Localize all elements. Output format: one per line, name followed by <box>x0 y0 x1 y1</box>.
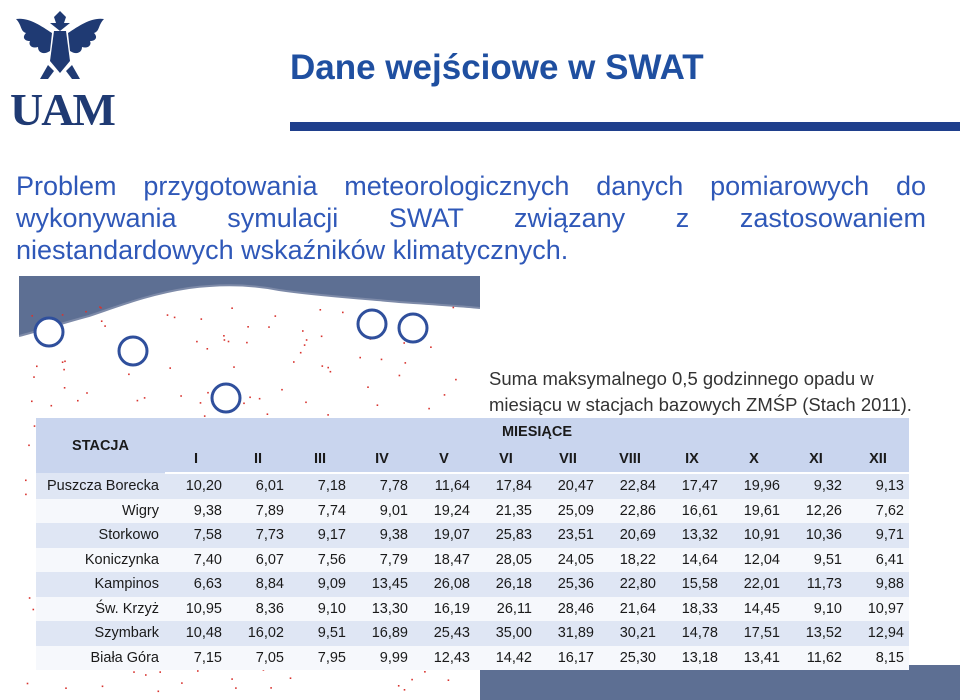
station-name-cell: Storkowo <box>36 523 165 548</box>
month-header-cell: XI <box>785 446 847 473</box>
rain-gauge-dot <box>404 689 406 691</box>
value-cell: 14,64 <box>661 548 723 573</box>
rain-gauge-dot <box>196 341 198 343</box>
value-cell: 22,80 <box>599 572 661 597</box>
rain-gauge-dot <box>102 686 104 688</box>
value-cell: 12,43 <box>413 646 475 671</box>
rain-gauge-dot <box>281 389 283 391</box>
value-cell: 16,02 <box>227 621 289 646</box>
table-row <box>36 473 909 499</box>
value-cell: 9,38 <box>351 523 413 548</box>
rain-gauge-dot <box>322 365 324 367</box>
value-cell: 18,22 <box>599 548 661 573</box>
value-cell: 31,89 <box>537 621 599 646</box>
rain-gauge-dot <box>63 369 65 371</box>
rain-gauge-dot <box>86 392 88 394</box>
rain-gauge-dot <box>77 400 79 402</box>
rain-gauge-dot <box>224 339 226 341</box>
value-cell: 9,71 <box>847 523 909 548</box>
value-cell: 14,45 <box>723 597 785 622</box>
station-name-cell: Biała Góra <box>36 646 165 671</box>
station-name-cell: Wigry <box>36 499 165 524</box>
value-cell: 28,46 <box>537 597 599 622</box>
value-cell: 7,73 <box>227 523 289 548</box>
rain-gauge-dot <box>247 326 249 328</box>
value-cell: 15,58 <box>661 572 723 597</box>
value-cell: 14,42 <box>475 646 537 671</box>
rain-gauge-dot <box>28 445 30 447</box>
page-title: Dane wejściowe w SWAT <box>290 48 704 87</box>
value-cell: 7,18 <box>289 473 351 499</box>
value-cell: 7,95 <box>289 646 351 671</box>
rain-gauge-dot <box>29 597 31 599</box>
rain-gauge-dot <box>300 352 302 354</box>
table-row <box>36 621 909 646</box>
month-header-cell: III <box>289 446 351 473</box>
rain-gauge-dot <box>306 339 308 341</box>
rain-gauge-dot <box>327 367 329 369</box>
rain-gauge-dot <box>27 683 29 685</box>
rain-gauge-dot <box>430 346 432 348</box>
value-cell: 19,07 <box>413 523 475 548</box>
rain-gauge-dot <box>31 315 33 317</box>
station-name-cell: Św. Krzyż <box>36 597 165 622</box>
value-cell: 12,04 <box>723 548 785 573</box>
rain-gauge-dot <box>330 371 332 373</box>
rain-gauge-dot <box>405 362 407 364</box>
intro-paragraph: Problem przygotowania meteorologicznych danych pomiarowych do wykonywania symulacji SWAT związany z zastosowaniem niestandardowych wskaźników klimatycznych. <box>16 171 926 265</box>
rain-gauge-dot <box>377 404 379 406</box>
value-cell: 20,47 <box>537 473 599 499</box>
logo-wordmark: UAM <box>10 84 114 135</box>
station-marker <box>35 318 63 346</box>
rain-gauge-dot <box>399 375 401 377</box>
value-cell: 30,21 <box>599 621 661 646</box>
value-cell: 10,97 <box>847 597 909 622</box>
value-cell: 6,41 <box>847 548 909 573</box>
rain-gauge-dot <box>233 366 235 368</box>
rain-gauge-dot <box>207 348 209 350</box>
rain-gauge-dot <box>243 403 245 405</box>
value-cell: 22,84 <box>599 473 661 499</box>
month-header-row <box>36 446 909 473</box>
value-cell: 12,94 <box>847 621 909 646</box>
value-cell: 19,61 <box>723 499 785 524</box>
value-cell: 9,13 <box>847 473 909 499</box>
value-cell: 22,86 <box>599 499 661 524</box>
value-cell: 9,09 <box>289 572 351 597</box>
table-caption: Suma maksymalnego 0,5 godzinnego opadu w miesiącu w stacjach bazowych ZMŚP (Stach 2011). <box>489 368 912 415</box>
value-cell: 9,01 <box>351 499 413 524</box>
table-row <box>36 646 909 671</box>
rain-gauge-dot <box>137 400 139 402</box>
table-row <box>36 572 909 597</box>
rain-gauge-dot <box>424 671 426 673</box>
rain-gauge-dot <box>201 318 203 320</box>
month-header-cell: IX <box>661 446 723 473</box>
station-name-cell: Szymbark <box>36 621 165 646</box>
rain-gauge-dot <box>246 342 248 344</box>
value-cell: 6,63 <box>165 572 227 597</box>
rain-gauge-dot <box>398 685 400 687</box>
months-group-header: MIESIĄCE <box>165 418 909 446</box>
value-cell: 9,51 <box>785 548 847 573</box>
rain-gauge-dot <box>197 670 199 672</box>
value-cell: 13,41 <box>723 646 785 671</box>
value-cell: 7,62 <box>847 499 909 524</box>
rain-gauge-dot <box>321 336 323 338</box>
value-cell: 7,79 <box>351 548 413 573</box>
rain-gauge-dot <box>302 330 304 332</box>
value-cell: 19,24 <box>413 499 475 524</box>
rain-gauge-dot <box>101 320 103 322</box>
rain-gauge-dot <box>270 687 272 689</box>
station-name-cell: Koniczynka <box>36 548 165 573</box>
rain-gauge-dot <box>428 408 430 410</box>
rain-gauge-dot <box>64 387 66 389</box>
value-cell: 28,05 <box>475 548 537 573</box>
rain-gauge-dot <box>25 494 27 496</box>
rain-gauge-dot <box>453 307 455 309</box>
value-cell: 18,33 <box>661 597 723 622</box>
value-cell: 11,62 <box>785 646 847 671</box>
rain-gauge-dot <box>51 405 53 407</box>
value-cell: 13,30 <box>351 597 413 622</box>
value-cell: 13,52 <box>785 621 847 646</box>
rain-gauge-dot <box>207 392 209 394</box>
value-cell: 24,05 <box>537 548 599 573</box>
rain-gauge-dot <box>403 342 405 344</box>
value-cell: 7,15 <box>165 646 227 671</box>
value-cell: 13,18 <box>661 646 723 671</box>
rain-gauge-dot <box>249 397 251 399</box>
value-cell: 17,47 <box>661 473 723 499</box>
rain-gauge-dot <box>62 361 64 363</box>
rain-gauge-dot <box>231 307 233 309</box>
rain-gauge-dot <box>25 480 27 482</box>
value-cell: 11,73 <box>785 572 847 597</box>
rain-gauge-dot <box>62 314 64 316</box>
month-header-cell: X <box>723 446 785 473</box>
value-cell: 13,32 <box>661 523 723 548</box>
value-cell: 26,11 <box>475 597 537 622</box>
rain-gauge-dot <box>64 361 66 363</box>
rain-gauge-dot <box>444 394 446 396</box>
month-header-cell: II <box>227 446 289 473</box>
value-cell: 25,83 <box>475 523 537 548</box>
value-cell: 20,69 <box>599 523 661 548</box>
value-cell: 9,99 <box>351 646 413 671</box>
rain-gauge-dot <box>104 325 106 327</box>
rain-gauge-dot <box>259 398 261 400</box>
value-cell: 10,91 <box>723 523 785 548</box>
value-cell: 7,74 <box>289 499 351 524</box>
uam-logo <box>10 5 114 135</box>
rain-gauge-dot <box>235 687 237 689</box>
rain-gauge-dot <box>448 679 450 681</box>
value-cell: 10,36 <box>785 523 847 548</box>
value-cell: 6,07 <box>227 548 289 573</box>
value-cell: 9,32 <box>785 473 847 499</box>
value-cell: 25,30 <box>599 646 661 671</box>
rain-gauge-dot <box>268 326 270 328</box>
value-cell: 25,36 <box>537 572 599 597</box>
rain-gauge-dot <box>327 414 329 416</box>
eagle-emblem-icon <box>10 5 110 85</box>
rain-gauge-dot <box>305 402 307 404</box>
value-cell: 9,10 <box>289 597 351 622</box>
value-cell: 10,20 <box>165 473 227 499</box>
rain-gauge-dot <box>180 395 182 397</box>
rain-gauge-dot <box>158 691 160 693</box>
rain-gauge-dot <box>174 317 176 319</box>
station-marker <box>358 310 386 338</box>
rain-gauge-dot <box>231 678 233 680</box>
month-header-cell: V <box>413 446 475 473</box>
month-header-cell: I <box>165 446 227 473</box>
map-lower-strip <box>480 665 960 700</box>
value-cell: 8,15 <box>847 646 909 671</box>
value-cell: 7,56 <box>289 548 351 573</box>
rain-gauge-dot <box>223 335 225 337</box>
rain-gauge-dot <box>100 307 102 309</box>
value-cell: 25,09 <box>537 499 599 524</box>
value-cell: 16,61 <box>661 499 723 524</box>
rain-gauge-dot <box>167 314 169 316</box>
rain-gauge-dot <box>304 344 306 346</box>
value-cell: 35,00 <box>475 621 537 646</box>
value-cell: 11,64 <box>413 473 475 499</box>
table-row <box>36 523 909 548</box>
rain-gauge-dot <box>455 379 457 381</box>
value-cell: 9,88 <box>847 572 909 597</box>
rain-gauge-dot <box>144 397 146 399</box>
value-cell: 8,84 <box>227 572 289 597</box>
rain-gauge-dot <box>267 413 269 415</box>
value-cell: 17,84 <box>475 473 537 499</box>
value-cell: 9,38 <box>165 499 227 524</box>
rain-gauge-dot <box>290 677 292 679</box>
value-cell: 14,78 <box>661 621 723 646</box>
rain-gauge-dot <box>204 415 206 417</box>
value-cell: 23,51 <box>537 523 599 548</box>
rain-gauge-dot <box>181 682 183 684</box>
month-header-cell: VII <box>537 446 599 473</box>
rain-gauge-dot <box>228 341 230 343</box>
station-marker <box>119 337 147 365</box>
value-cell: 10,95 <box>165 597 227 622</box>
value-cell: 22,01 <box>723 572 785 597</box>
rain-gauge-dot <box>33 376 35 378</box>
rain-gauge-dot <box>31 401 33 403</box>
value-cell: 9,17 <box>289 523 351 548</box>
rain-gauge-dot <box>320 309 322 311</box>
value-cell: 19,96 <box>723 473 785 499</box>
title-underline <box>290 122 960 131</box>
value-cell: 9,51 <box>289 621 351 646</box>
rain-gauge-dot <box>359 357 361 359</box>
rain-gauge-dot <box>159 671 161 673</box>
value-cell: 17,51 <box>723 621 785 646</box>
month-header-cell: XII <box>847 446 909 473</box>
value-cell: 9,10 <box>785 597 847 622</box>
value-cell: 7,78 <box>351 473 413 499</box>
rain-gauge-dot <box>381 359 383 361</box>
value-cell: 7,40 <box>165 548 227 573</box>
table-row <box>36 499 909 524</box>
value-cell: 7,58 <box>165 523 227 548</box>
value-cell: 21,35 <box>475 499 537 524</box>
value-cell: 16,17 <box>537 646 599 671</box>
month-header-cell: IV <box>351 446 413 473</box>
rain-gauge-dot <box>33 609 35 611</box>
table-row <box>36 548 909 573</box>
value-cell: 12,26 <box>785 499 847 524</box>
value-cell: 25,43 <box>413 621 475 646</box>
rain-gauge-dot <box>145 674 147 676</box>
value-cell: 26,08 <box>413 572 475 597</box>
value-cell: 7,05 <box>227 646 289 671</box>
rain-gauge-dot <box>133 671 135 673</box>
rain-gauge-dot <box>36 366 38 368</box>
value-cell: 16,89 <box>351 621 413 646</box>
rain-gauge-dot <box>275 315 277 317</box>
value-cell: 10,48 <box>165 621 227 646</box>
rain-gauge-dot <box>200 402 202 404</box>
station-name-cell: Puszcza Borecka <box>36 473 165 499</box>
value-cell: 6,01 <box>227 473 289 499</box>
precipitation-table <box>36 418 909 670</box>
rain-gauge-dot <box>65 687 67 689</box>
table-row <box>36 597 909 622</box>
value-cell: 8,36 <box>227 597 289 622</box>
station-marker <box>399 314 427 342</box>
value-cell: 21,64 <box>599 597 661 622</box>
value-cell: 18,47 <box>413 548 475 573</box>
station-marker <box>212 384 240 412</box>
value-cell: 13,45 <box>351 572 413 597</box>
station-column-header: STACJA <box>36 418 165 473</box>
rain-gauge-dot <box>411 679 413 681</box>
month-header-cell: VI <box>475 446 537 473</box>
value-cell: 26,18 <box>475 572 537 597</box>
station-name-cell: Kampinos <box>36 572 165 597</box>
rain-gauge-dot <box>85 311 87 313</box>
rain-gauge-dot <box>342 312 344 314</box>
month-header-cell: VIII <box>599 446 661 473</box>
table-header-row <box>36 418 909 446</box>
rain-gauge-dot <box>367 386 369 388</box>
value-cell: 7,89 <box>227 499 289 524</box>
rain-gauge-dot <box>128 374 130 376</box>
rain-gauge-dot <box>293 361 295 363</box>
value-cell: 16,19 <box>413 597 475 622</box>
rain-gauge-dot <box>169 367 171 369</box>
